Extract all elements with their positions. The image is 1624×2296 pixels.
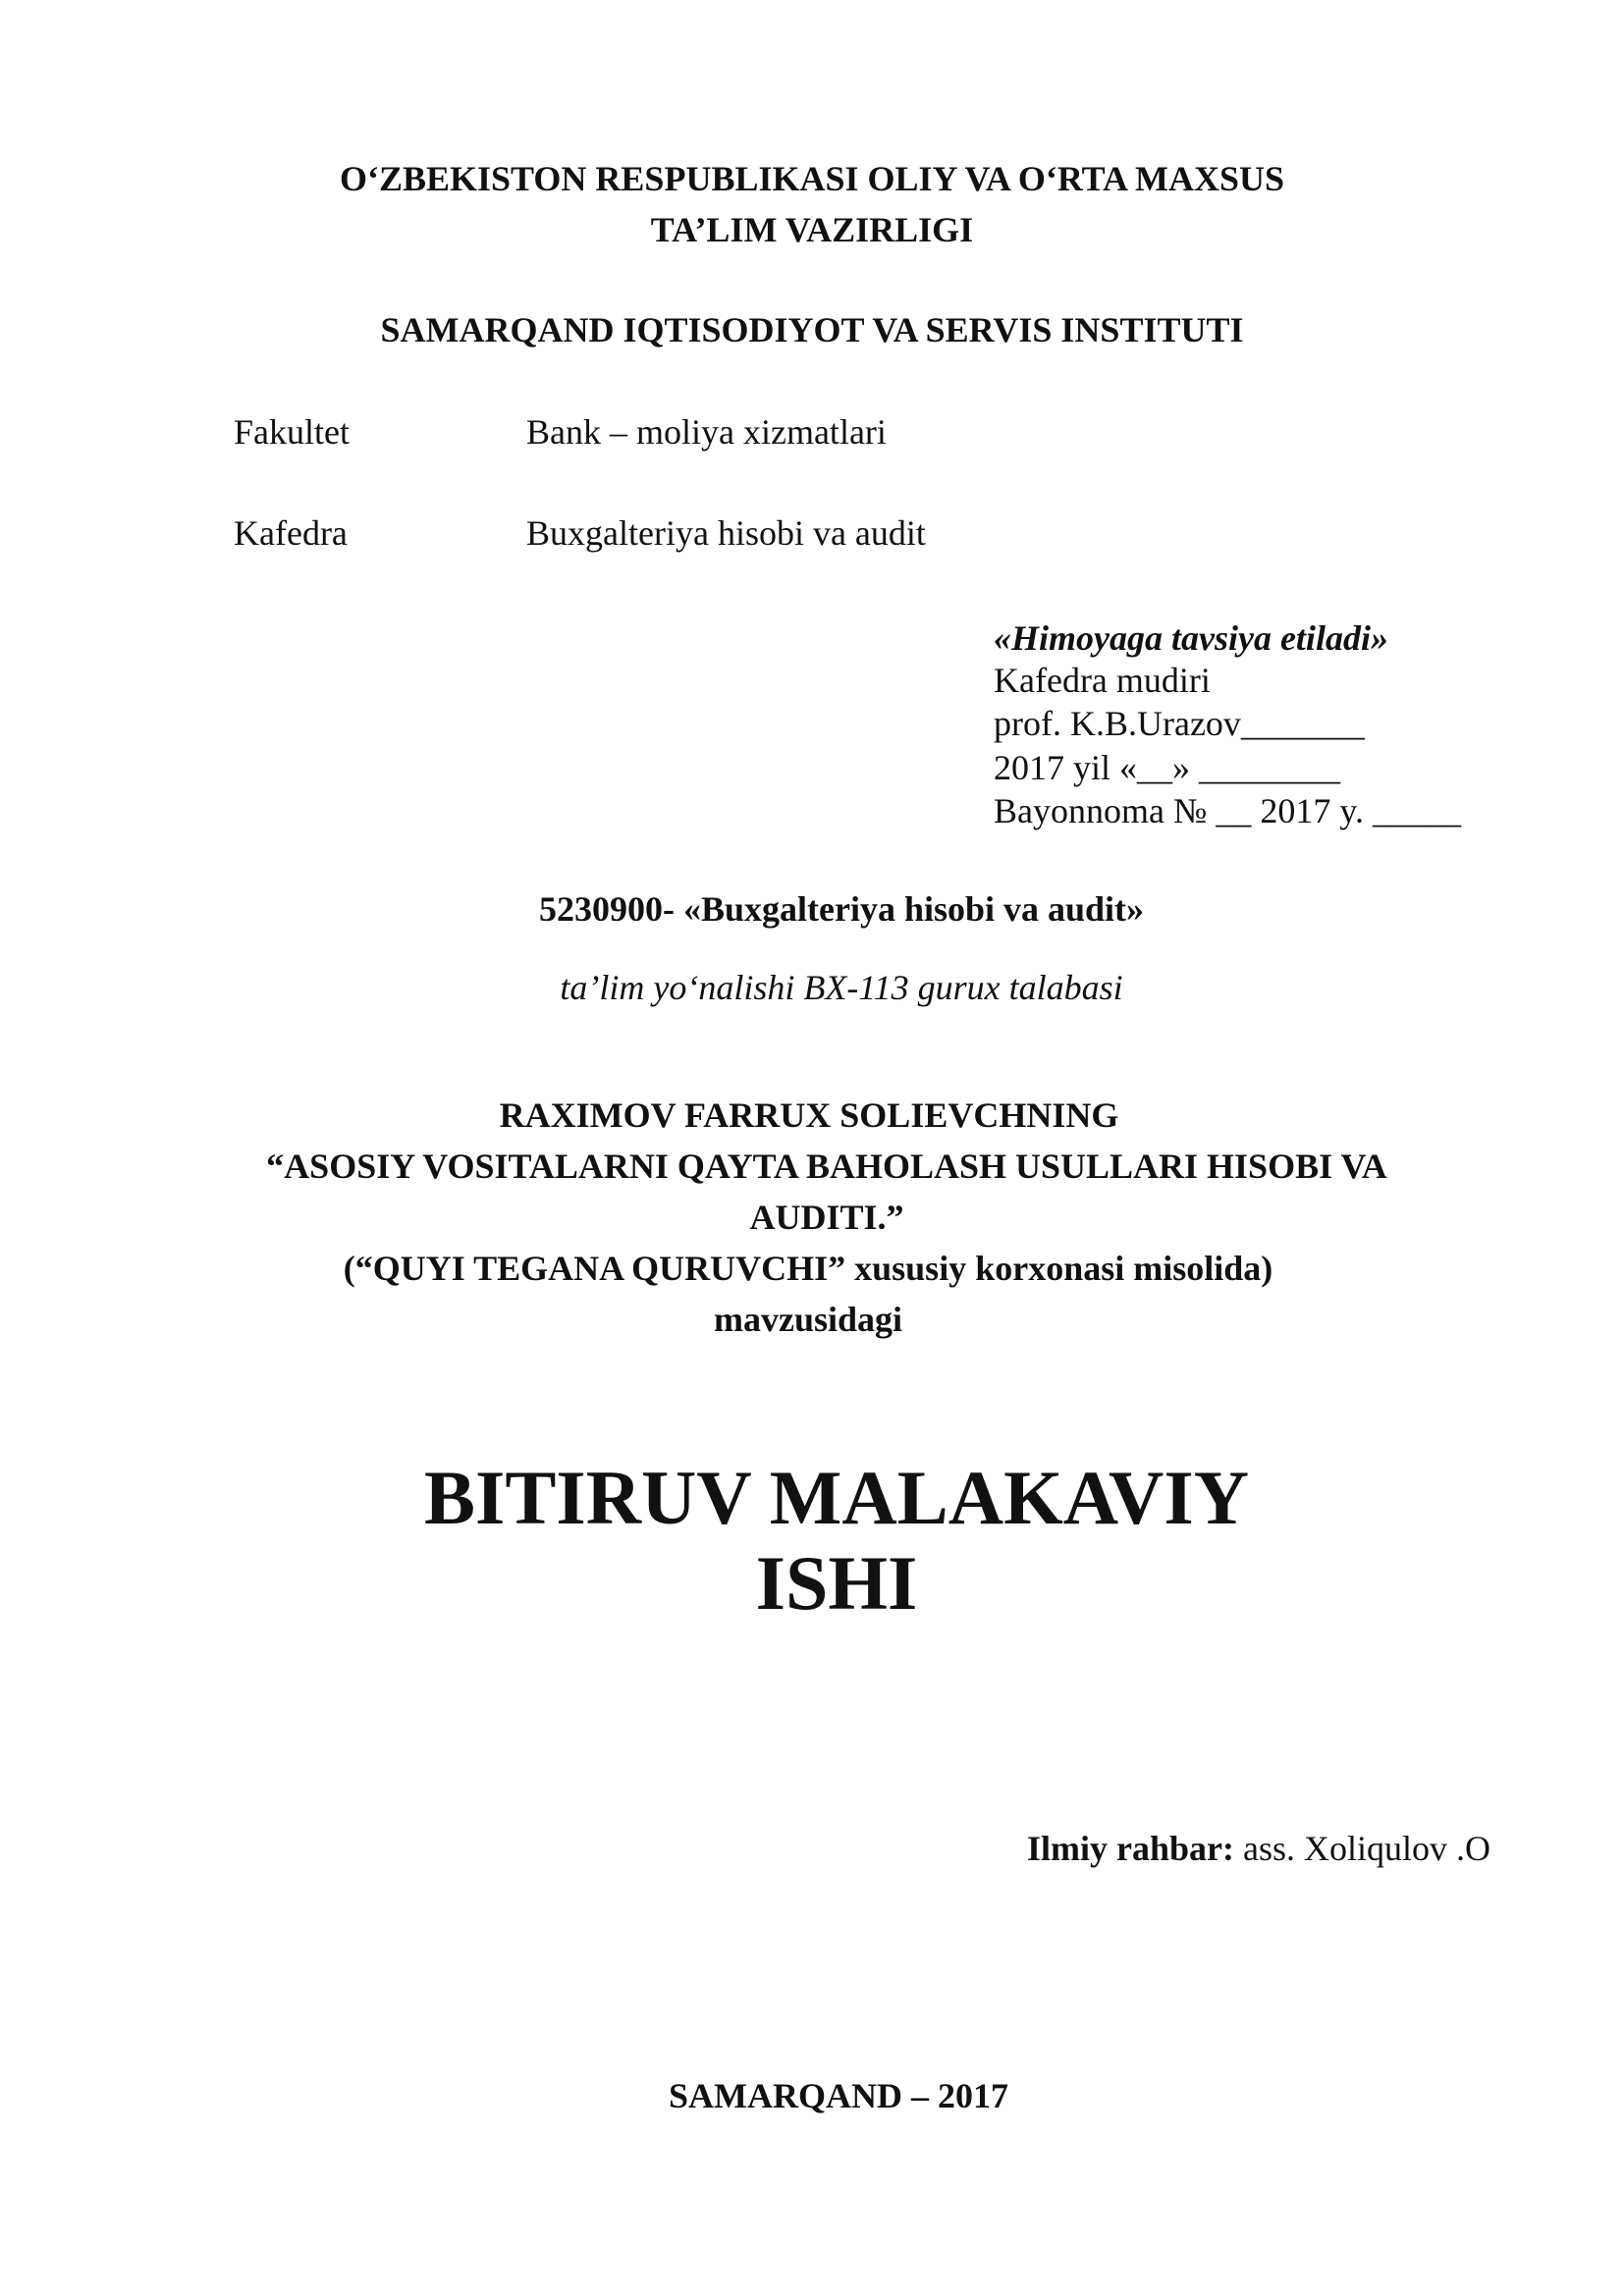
supervisor-name: ass. Xoliqulov .O	[1234, 1829, 1490, 1868]
program-group: ta’lim yo‘nalishi BX-113 gurux talabasi	[560, 968, 1123, 1007]
department-label: Kafedra	[234, 513, 348, 553]
supervisor-label: Ilmiy rahbar:	[1027, 1829, 1234, 1868]
approval-professor: prof. K.B.Urazov_______	[994, 704, 1365, 743]
approval-protocol: Bayonnoma № __ 2017 y. _____	[994, 791, 1461, 830]
program-code: 5230900- «Buxgalteriya hisobi va audit»	[538, 889, 1145, 929]
ministry-line-1: O‘ZBEKISTON RESPUBLIKASI OLIY VA O‘RTA MAXSUS	[340, 159, 1284, 198]
approval-title: «Himoyaga tavsiya etiladi»	[994, 618, 1388, 658]
student-name: RAXIMOV FARRUX SOLIEVCHNING	[499, 1095, 1119, 1135]
faculty-label: Fakultet	[234, 412, 350, 452]
topic-line-3: (“QUYI TEGANA QURUVCHI” xususiy korxonasi misolida)	[343, 1249, 1273, 1288]
topic-line-2: AUDITI.”	[749, 1198, 904, 1237]
work-title-line-2: ISHI	[755, 1540, 918, 1626]
approval-date: 2017 yil «__» ________	[994, 748, 1341, 787]
institute-name: SAMARQAND IQTISODIYOT VA SERVIS INSTITUTI	[380, 310, 1244, 349]
topic-line-4: mavzusidagi	[713, 1300, 903, 1339]
supervisor-line	[1027, 1831, 1490, 1866]
department-value: Buxgalteriya hisobi va audit	[526, 513, 926, 553]
topic-line-1: “ASOSIY VOSITALARNI QAYTA BAHOLASH USULLARI HISOBI VA	[266, 1147, 1387, 1186]
city-year: SAMARQAND – 2017	[669, 2076, 1008, 2115]
ministry-line-2: TA’LIM VAZIRLIGI	[650, 210, 974, 249]
faculty-value: Bank – moliya xizmatlari	[526, 412, 887, 452]
approval-head: Kafedra mudiri	[994, 661, 1211, 700]
work-title-line-1: BITIRUV MALAKAVIY	[423, 1455, 1250, 1540]
